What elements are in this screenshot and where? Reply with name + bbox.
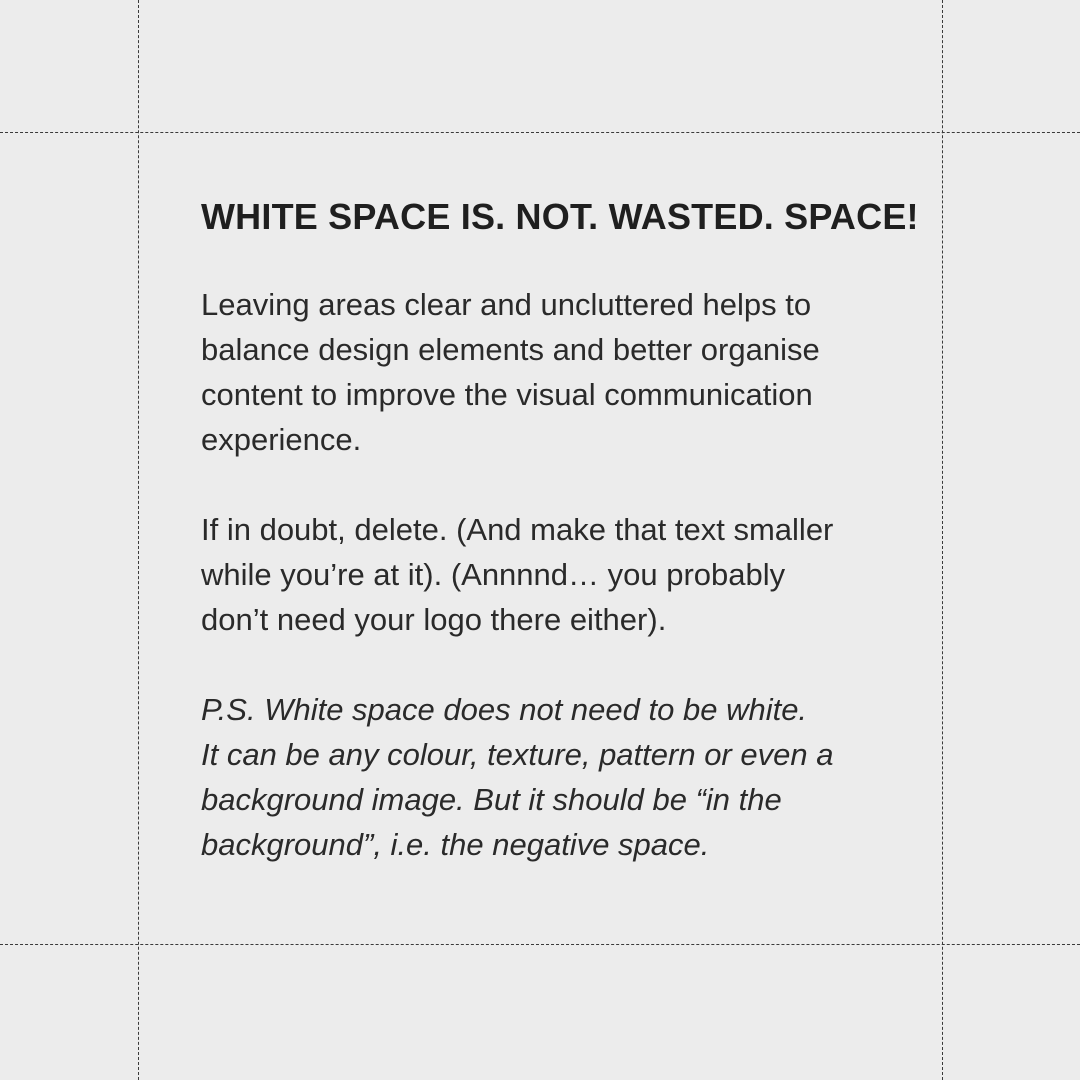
paragraph-line: background image. But it should be “in the: [201, 782, 782, 817]
paragraph-line: don’t need your logo there either).: [201, 602, 667, 637]
text-block: [201, 194, 921, 867]
paragraph-advice: [201, 507, 921, 642]
paragraph-line: P.S. White space does not need to be white.: [201, 692, 808, 727]
paragraph-line: content to improve the visual communication: [201, 377, 813, 412]
paragraph-line: It can be any colour, texture, pattern or even a: [201, 737, 834, 772]
paragraph-line: experience.: [201, 422, 362, 457]
guide-line-horizontal-bottom: [0, 944, 1080, 945]
guide-line-horizontal-top: [0, 132, 1080, 133]
paragraph-line: balance design elements and better organise: [201, 332, 820, 367]
paragraph-postscript: [201, 687, 921, 867]
headline: WHITE SPACE IS. NOT. WASTED. SPACE!: [201, 196, 919, 237]
paragraph-intro: [201, 282, 921, 462]
paragraph-line: background”, i.e. the negative space.: [201, 827, 710, 862]
paragraph-line: while you’re at it). (Annnnd… you probably: [201, 557, 786, 592]
paragraph-line: If in doubt, delete. (And make that text smaller: [201, 512, 834, 547]
paragraph-line: Leaving areas clear and uncluttered helps to: [201, 287, 812, 322]
guide-line-vertical-right: [942, 0, 943, 1080]
guide-line-vertical-left: [138, 0, 139, 1080]
